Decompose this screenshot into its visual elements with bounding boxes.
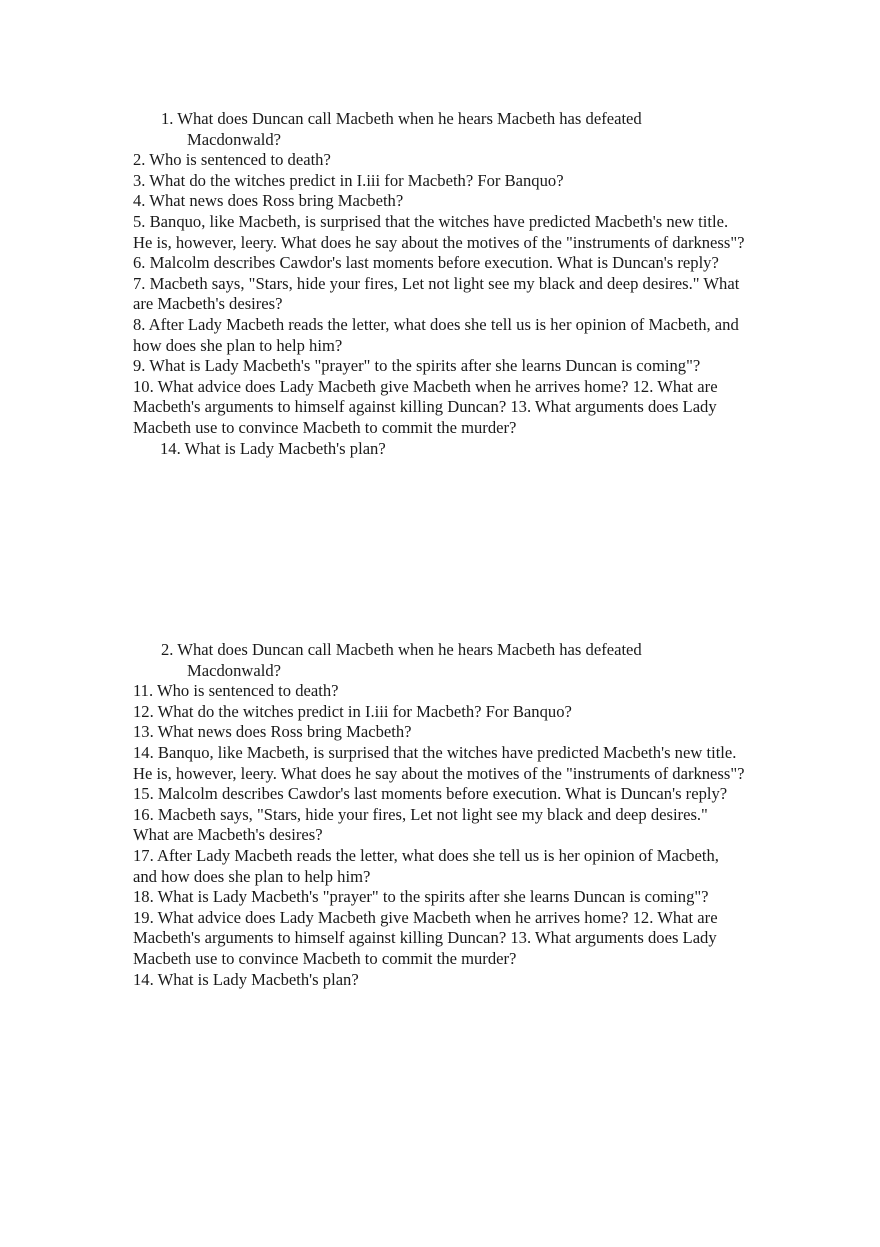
question-continuation: Macdonwald? (187, 660, 281, 680)
question-item: 19. What advice does Lady Macbeth give Macbeth when he arrives home? 12. What are Macbeth's arguments to himself against killing Duncan? 13. What arguments does Lady Macbeth use to convince Macbeth to commit the murder? (133, 907, 718, 968)
question-item: 15. Malcolm describes Cawdor's last moments before execution. What is Duncan's reply? (133, 784, 728, 804)
question-item: 14. What is Lady Macbeth's plan? (133, 969, 359, 989)
question-list-2 (133, 640, 745, 990)
question-item: 16. Macbeth says, "Stars, hide your fires, Let not light see my black and deep desires." What are Macbeth's desires? (133, 804, 708, 845)
question-item: 9. What is Lady Macbeth's "prayer" to the spirits after she learns Duncan is coming"? (133, 356, 701, 376)
question-item: 14. What is Lady Macbeth's plan? (160, 438, 386, 458)
question-item: 2. Who is sentenced to death? (133, 150, 331, 170)
question-text: 2. What does Duncan call Macbeth when he hears Macbeth has defeated (161, 640, 642, 659)
question-item: 18. What is Lady Macbeth's "prayer" to the spirits after she learns Duncan is coming"? (133, 887, 709, 907)
question-item: 6. Malcolm describes Cawdor's last moments before execution. What is Duncan's reply? (133, 253, 719, 273)
question-item: 17. After Lady Macbeth reads the letter, what does she tell us is her opinion of Macbeth, and how does she plan to help him? (133, 845, 719, 886)
question-item: 12. What do the witches predict in I.iii for Macbeth? For Banquo? (133, 701, 572, 721)
question-item: 14. Banquo, like Macbeth, is surprised that the witches have predicted Macbeth's new title. He is, however, leery. What does he say about the motives of the "instruments of darkness"? (133, 742, 745, 783)
question-item (133, 640, 745, 681)
question-continuation: Macdonwald? (187, 129, 281, 149)
question-item: 7. Macbeth says, "Stars, hide your fires, Let not light see my black and deep desires." What are Macbeth's desires? (133, 273, 740, 314)
question-list-1 (133, 109, 745, 459)
question-text: 1. What does Duncan call Macbeth when he hears Macbeth has defeated (161, 109, 642, 128)
question-item: 8. After Lady Macbeth reads the letter, what does she tell us is her opinion of Macbeth, and how does she plan to help him? (133, 314, 739, 355)
question-item: 13. What news does Ross bring Macbeth? (133, 722, 412, 742)
question-item: 4. What news does Ross bring Macbeth? (133, 191, 404, 211)
question-item: 3. What do the witches predict in I.iii for Macbeth? For Banquo? (133, 170, 564, 190)
question-item (133, 109, 745, 150)
question-item: 11. Who is sentenced to death? (133, 681, 339, 701)
question-item: 5. Banquo, like Macbeth, is surprised that the witches have predicted Macbeth's new title. He is, however, leery. What does he say about the motives of the "instruments of darkness"? (133, 211, 745, 252)
question-item: 10. What advice does Lady Macbeth give Macbeth when he arrives home? 12. What are Macbeth's arguments to himself against killing Duncan? 13. What arguments does Lady Macbeth use to convince Macbeth to commit the murder? (133, 376, 718, 437)
